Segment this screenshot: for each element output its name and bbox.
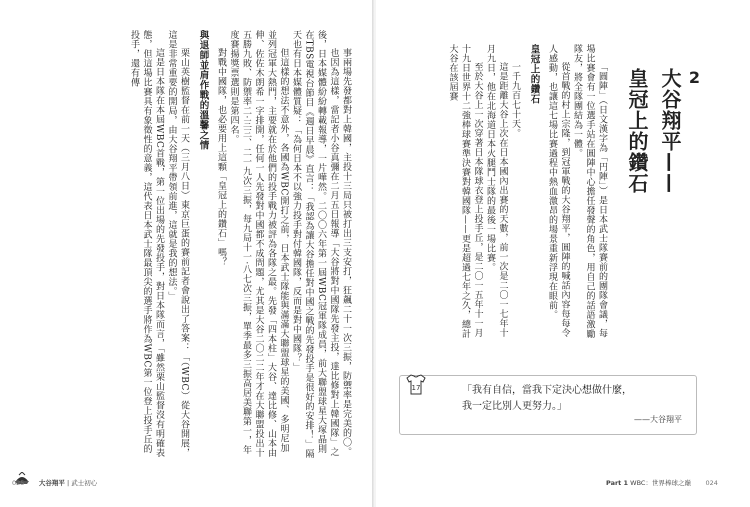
- quote-line: 我一定比別人更努力。」: [462, 401, 567, 412]
- left-paragraph: 對戰中國隊，也必要用上這顆「皇冠上的鑽石」嗎？: [216, 48, 226, 267]
- left-page-body: [26, 30, 352, 460]
- chapter-number: 2: [685, 68, 704, 87]
- right-paragraph: 至於大谷上一次穿著日本隊球衣登上投手丘，是二〇一五年十一月十九日世界十二強棒球賽準決賽對韓國隊——更是超過七年之久，總計大谷在該屆賽: [447, 44, 483, 339]
- left-paragraph: 但這樣的想法不意外，各國為WBC開打之前，日本武士隊能與滿滿大聯盟球星的美國、多明尼加並列冠軍大熱門，主要就在於他們的投手戰力被評為各隊之最。先發「四本柱」大谷、達比修、山本由伸、佐佐木朗希一字排開，任何一人先發對中國都不成問題，尤其是大谷二〇二二年才在大聯盟投出十五勝九敗、防禦率二‧三三、二一九次三振，每九局十一‧八七次三振，單季最多三振高居美聯第一，年度賽揚獎票選則是第四名。: [228, 30, 289, 458]
- footer-book-subtitle: 武士初心: [71, 479, 98, 487]
- right-page-body: [396, 44, 608, 344]
- chapter-title-line1: 大谷翔平——: [658, 68, 682, 194]
- quote-line: 「我有自信，當我下定決心想做什麼，: [462, 385, 632, 396]
- baseball-jersey-icon: [404, 373, 428, 395]
- chapter-title-line2: 皇冠上的鑽石: [625, 68, 649, 194]
- footer-part-title: WBC：世界棒球之巔: [630, 479, 691, 487]
- left-paragraph: 也因為這樣，當記者小谷真彌在二月五日報導「大谷將對中國隊先發主投，達比修對上韓國隊」之後，日本媒體紛紛轉載報導，一片嘩然。二〇〇六年第一屆WBC冠軍隊成員，前大聯盟球星大塚晶則在TBS電視台節目《週日早晨》直言：「我認為讓大谷擔任對中國之戰的先發投手是很好的安排！」隔天也有日本媒體質疑：「為何日本不以強力投手對付韓國隊，反而是對中國隊？」: [291, 30, 339, 459]
- left-paragraph: 事兩場先發都對上韓國，主投十三局只被打出三支安打，狂飆二十一次三振，防禦率是完美的〇。: [341, 48, 351, 457]
- left-paragraph: 這是日本隊在本屆WBC首戰，第一位出場的先發投手，對日本隊而言，「雖然栗山監督沒有明確表態，但這場比賽具有象徵性的意義，這代表日本武士隊最頂尖的選手將作為WBC第一位登上投手丘的投手，還有傳: [129, 30, 164, 458]
- left-paragraph: 栗山英樹監督在前一天（三月八日）東京巨蛋的賽前記者會說出了答案：「（WBC）從大谷開展，這是非常重要的開局，由大谷翔平帶領前進，這就是我的想法。」: [166, 30, 189, 458]
- left-page: [0, 0, 374, 507]
- right-paragraph: 「圓陣」（日文漢字為「円陣」）是日本武士隊賽前的團隊會議，每場比賽會有一位選手站在圓陣中心擔任發聲的角色，用自己的話語激勵隊友，將全隊團結為一體。: [572, 44, 607, 339]
- jersey-number: 17: [411, 384, 421, 392]
- footer-part-label: Part 1: [606, 479, 629, 487]
- right-footer: [606, 478, 718, 487]
- page-number: 024: [705, 479, 718, 487]
- chapter-title: [623, 68, 704, 194]
- quote-attribution: ——大谷翔平: [634, 415, 682, 424]
- page-number: 025: [12, 479, 25, 487]
- right-paragraph: 這是距離大谷上次在日本國內出賽的天數，前一次是二〇一七年十月九日，他在北海道日本火腿鬥士隊的最後一場比賽。: [485, 44, 508, 338]
- section-heading: 皇冠上的鑽石: [528, 44, 540, 104]
- left-footer: 025 大谷翔平 | 武士初心: [12, 479, 98, 487]
- footer-book-title: 大谷翔平: [38, 479, 65, 487]
- right-paragraph: 一千九百七十天。: [510, 62, 520, 138]
- right-paragraph: 從首戰的村上宗隆，到冠軍戰的大谷翔平，圓陣的喊話內容每每令人感動，也讓這七場比賽過程中熱血激昂的場景重新浮現在眼前。: [547, 44, 570, 338]
- quote-text: [462, 383, 632, 415]
- section-heading: 與退師並肩作戰的溫馨之情: [197, 30, 209, 150]
